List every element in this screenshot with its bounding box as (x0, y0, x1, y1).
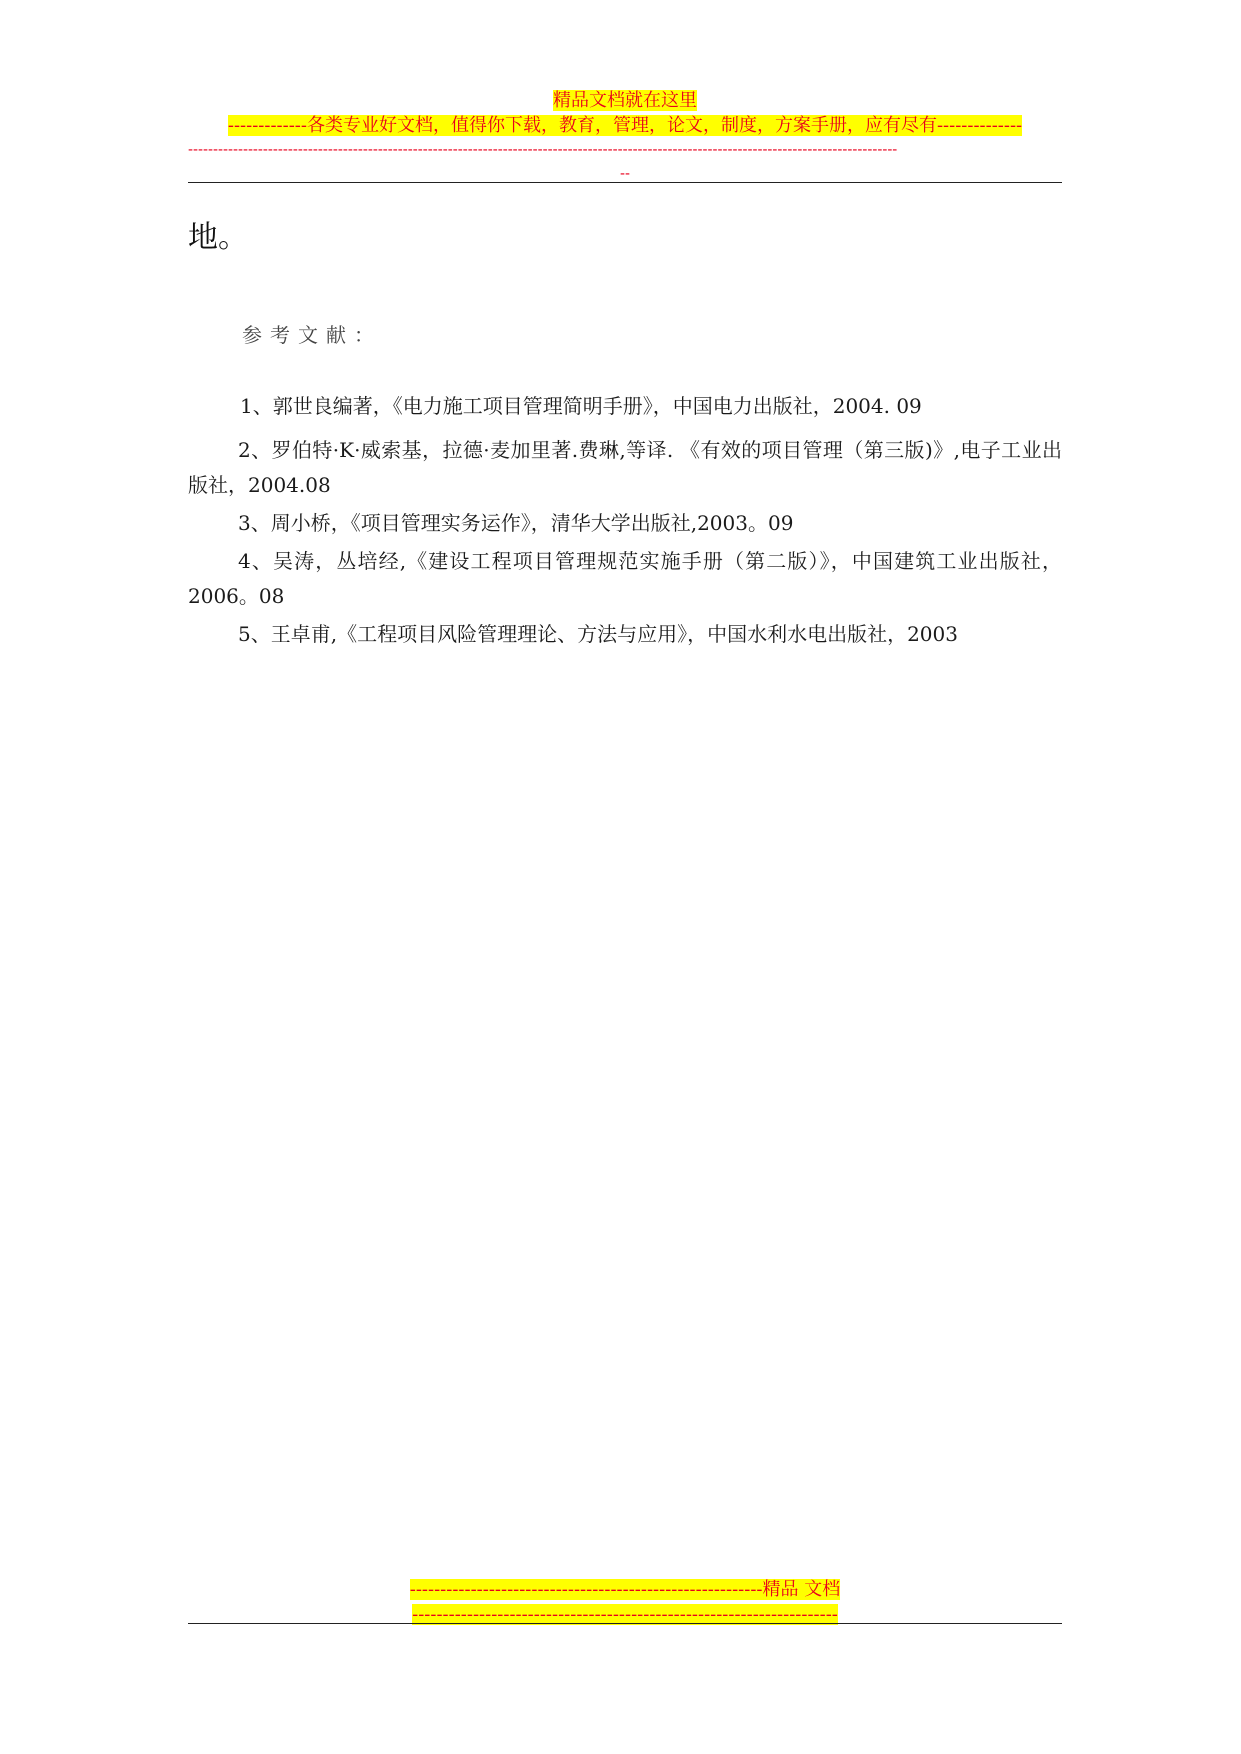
header-dash-tail: -- (620, 165, 630, 182)
page-footer (188, 1577, 1062, 1627)
reference-item: 2、罗伯特·K·威索基，拉德·麦加里著.费琳,等译. 《有效的项目管理（第三版)》,电子工业出版社，2004.08 (188, 438, 1062, 497)
reference-item: 4、吴涛，丛培经,《建设工程项目管理规范实施手册（第二版）》，中国建筑工业出版社，2006。08 (188, 549, 1062, 608)
header-rule (188, 182, 1062, 183)
reference-item: 3、周小桥，《项目管理实务运作》，清华大学出版社,2003。09 (238, 511, 794, 535)
body-paragraph-end: 地。 (188, 220, 248, 255)
footer-line-1 (188, 1577, 1062, 1602)
page-header (188, 88, 1062, 186)
references-heading: 参考文献： (242, 323, 382, 347)
footer-text-1: ----------------------------------------------------------精品 文档 (409, 1579, 841, 1600)
header-title-line (188, 88, 1062, 113)
footer-rule (188, 1623, 1062, 1624)
reference-item: 5、王卓甫,《工程项目风险管理理论、方法与应用》，中国水利水电出版社，2003 (238, 622, 958, 646)
header-tagline: -------------各类专业好文档，值得你下载，教育，管理，论文，制度，方案手册，应有尽有-------------- (227, 115, 1023, 136)
footer-text-2: ---------------------------------------------------------------------- (412, 1604, 838, 1625)
header-title: 精品文档就在这里 (553, 90, 697, 111)
references-list (188, 389, 1062, 655)
header-dash-line (188, 138, 1062, 186)
header-tagline-line (188, 113, 1062, 138)
reference-item: 1、郭世良编著，《电力施工项目管理简明手册》，中国电力出版社，2004. 09 (240, 394, 922, 418)
header-dashes: ---------------------------------------------------------------------------------------------------------------------------------------------- (188, 141, 898, 158)
